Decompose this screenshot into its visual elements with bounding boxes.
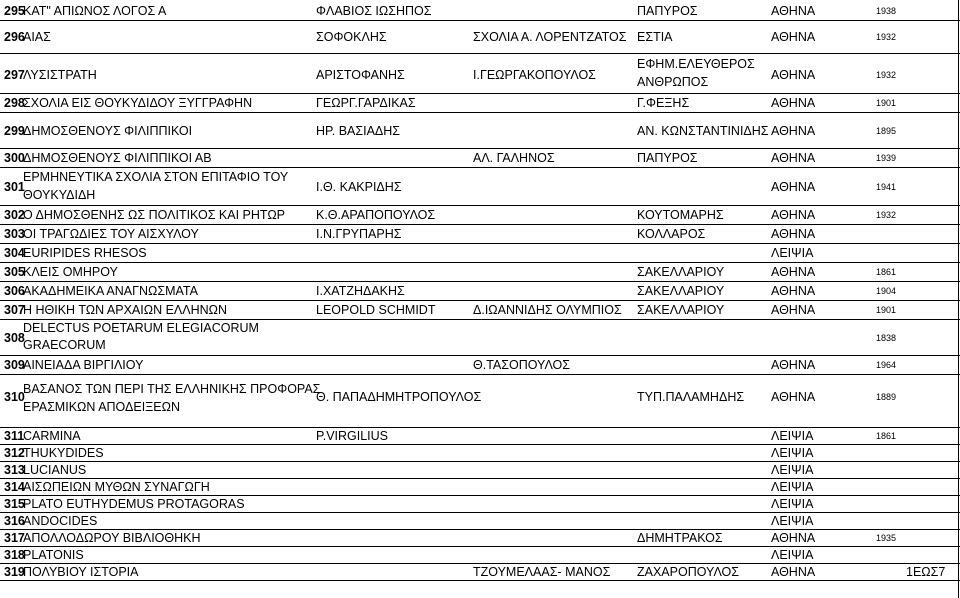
row-publisher: ΤΥΠ.ΠΑΛΑΜΗΔΗΣ	[637, 390, 745, 404]
row-number: 316	[4, 514, 25, 528]
row-city: ΛΕΙΨΙΑ	[771, 463, 814, 477]
row-city: ΑΘΗΝΑ	[771, 180, 816, 194]
row-number: 317	[4, 531, 25, 545]
row-author: Ι.Ν.ΓΡΥΠΑΡΗΣ	[316, 227, 402, 241]
row-city: ΑΘΗΝΑ	[771, 565, 816, 579]
row-publisher: ΣΑΚΕΛΛΑΡΙΟΥ	[637, 284, 725, 298]
row-city: ΛΕΙΨΙΑ	[771, 246, 814, 260]
table-row	[0, 168, 960, 206]
table-row	[0, 301, 960, 320]
row-title: ΑΠΟΛΛΟΔΩΡΟΥ ΒΙΒΛΙΟΘΗΚΗ	[23, 531, 201, 545]
row-city: ΑΘΗΝΑ	[771, 227, 816, 241]
row-year: 1939	[876, 153, 897, 163]
row-year: 1838	[876, 333, 897, 343]
row-title: CARMINA	[23, 429, 81, 443]
table-row	[0, 113, 960, 149]
row-author: Ι.ΧΑΤΖΗΔΑΚΗΣ	[316, 284, 405, 298]
row-author: Ι.Θ. ΚΑΚΡΙΔΗΣ	[316, 180, 402, 194]
row-title: Ο ΔΗΜΟΣΘΕΝΗΣ ΩΣ ΠΟΛΙΤΙΚΟΣ ΚΑΙ ΡΗΤΩΡ	[23, 208, 286, 222]
row-number: 309	[4, 358, 25, 372]
table-row	[0, 282, 960, 301]
row-city: ΑΘΗΝΑ	[771, 358, 816, 372]
row-year: 1901	[876, 98, 897, 108]
row-year: 1904	[876, 286, 897, 296]
row-city: ΛΕΙΨΙΑ	[771, 497, 814, 511]
table-row	[0, 54, 960, 94]
row-title-line1: ΒΑΣΑΝΟΣ ΤΩΝ ΠΕΡΙ ΤΗΣ ΕΛΛΗΝΙΚΗΣ ΠΡΟΦΟΡΑΣ	[23, 382, 321, 396]
row-title: ΣΧΟΛΙΑ ΕΙΣ ΘΟΥΚΥΔΙΔΟΥ ΞΥΓΓΡΑΦΗΝ	[23, 96, 253, 110]
row-number: 302	[4, 208, 25, 222]
row-author: LEOPOLD SCHMIDT	[316, 303, 436, 317]
table-row	[0, 21, 960, 54]
row-year: 1932	[876, 70, 897, 80]
row-city: ΑΘΗΝΑ	[771, 68, 816, 82]
row-city: ΑΘΗΝΑ	[771, 531, 816, 545]
row-publisher: ΚΟΥΤΟΜΑΡΗΣ	[637, 208, 724, 222]
row-author: ΦΛΑΒΙΟΣ ΙΩΣΗΠΟΣ	[316, 4, 432, 18]
row-number: 319	[4, 565, 25, 579]
row-number: 297	[4, 68, 25, 82]
table-row	[0, 94, 960, 113]
row-number: 298	[4, 96, 25, 110]
row-city: ΛΕΙΨΙΑ	[771, 429, 814, 443]
row-year: 1901	[876, 305, 897, 315]
row-publisher: ΖΑΧΑΡΟΠΟΥΛΟΣ	[637, 565, 740, 579]
row-title-line2: GRAECORUM	[23, 338, 106, 352]
row-number: 303	[4, 227, 25, 241]
row-number: 315	[4, 497, 25, 511]
row-author: ΑΡΙΣΤΟΦΑΝΗΣ	[316, 68, 405, 82]
row-editor: ΑΛ. ΓΑΛΗΝΟΣ	[473, 151, 555, 165]
row-author: ΓΕΩΡΓ.ΓΑΡΔΙΚΑΣ	[316, 96, 416, 110]
table-row	[0, 0, 960, 21]
row-title: Η ΗΘΙΚΗ ΤΩΝ ΑΡΧΑΙΩΝ ΕΛΛΗΝΩΝ	[23, 303, 228, 317]
row-year: 1861	[876, 431, 897, 441]
row-city: ΛΕΙΨΙΑ	[771, 480, 814, 494]
row-year: 1964	[876, 360, 897, 370]
row-year: 1935	[876, 533, 897, 543]
row-city: ΑΘΗΝΑ	[771, 208, 816, 222]
row-title: LUCIANUS	[23, 463, 87, 477]
row-author: ΗΡ. ΒΑΣΙΑΔΗΣ	[316, 124, 401, 138]
row-publisher: ΣΑΚΕΛΛΑΡΙΟΥ	[637, 265, 725, 279]
row-publisher: ΔΗΜΗΤΡΑΚΟΣ	[637, 531, 723, 545]
row-publisher-line2: ΑΝΘΡΩΠΟΣ	[637, 75, 709, 89]
row-title-line2: ΕΡΑΣΜΙΚΩΝ ΑΠΟΔΕΙΞΕΩΝ	[23, 400, 181, 414]
row-title: ΟΙ ΤΡΑΓΩΔΙΕΣ ΤΟΥ ΑΙΣΧΥΛΟΥ	[23, 227, 199, 241]
table-row	[0, 375, 960, 428]
row-number: 306	[4, 284, 25, 298]
row-number: 307	[4, 303, 25, 317]
table-row	[0, 513, 960, 530]
table-row	[0, 479, 960, 496]
row-editor: Δ.ΙΩΑΝΝΙΔΗΣ ΟΛΥΜΠΙΟΣ	[473, 303, 622, 317]
row-publisher-line1: ΕΦΗΜ.ΕΛΕΥΘΕΡΟΣ	[637, 57, 755, 71]
row-publisher: ΚΟΛΛΑΡΟΣ	[637, 227, 706, 241]
row-editor: ΤΖΟΥΜΕΛΑΑΣ- ΜΑΝΟΣ	[473, 565, 611, 579]
row-author: P.VIRGILIUS	[316, 429, 389, 443]
row-city: ΛΕΙΨΙΑ	[771, 548, 814, 562]
row-title: ΚΛΕΙΣ ΟΜΗΡΟΥ	[23, 265, 118, 279]
row-editor: Ι.ΓΕΩΡΓΑΚΟΠΟΥΛΟΣ	[473, 68, 596, 82]
row-year: 1895	[876, 126, 897, 136]
row-number: 310	[4, 390, 25, 404]
row-title: ΑΚΑΔΗΜΕΙΚΑ ΑΝΑΓΝΩΣΜΑΤΑ	[23, 284, 198, 298]
row-author: Κ.Θ.ΑΡΑΠΟΠΟΥΛΟΣ	[316, 208, 436, 222]
row-publisher: ΠΑΠΥΡΟΣ	[637, 151, 698, 165]
table-row	[0, 530, 960, 547]
row-publisher: ΕΣΤΙΑ	[637, 30, 673, 44]
row-publisher: ΑΝ. ΚΩΝΣΤΑΝΤΙΝΙΔΗΣ	[637, 124, 769, 138]
row-city: ΑΘΗΝΑ	[771, 390, 816, 404]
row-number: 300	[4, 151, 25, 165]
row-city: ΑΘΗΝΑ	[771, 30, 816, 44]
row-number: 295	[4, 4, 25, 18]
row-number: 299	[4, 124, 25, 138]
row-title: ΑΙΝΕΙΑΔΑ ΒΙΡΓΙΛΙΟΥ	[23, 358, 144, 372]
table-row	[0, 445, 960, 462]
row-title: ΑΙΣΩΠΕΙΩΝ ΜΥΘΩΝ ΣΥΝΑΓΩΓΗ	[23, 480, 210, 494]
table-row	[0, 206, 960, 225]
row-editor: ΣΧΟΛΙΑ Α. ΛΟΡΕΝΤΖΑΤΟΣ	[473, 30, 627, 44]
row-city: ΑΘΗΝΑ	[771, 265, 816, 279]
row-publisher: ΠΑΠΥΡΟΣ	[637, 4, 698, 18]
row-title-line1: ΕΡΜΗΝΕΥΤΙΚΑ ΣΧΟΛΙΑ ΣΤΟΝ ΕΠΙΤΑΦΙΟ ΤΟΥ	[23, 170, 289, 184]
row-number: 301	[4, 180, 25, 194]
row-number: 311	[4, 429, 25, 443]
row-year: 1938	[876, 6, 897, 16]
row-title: PLATO EUTHYDEMUS PROTAGORAS	[23, 497, 245, 511]
row-title: ΚΑΤ" ΑΠΙΩΝΟΣ ΛΟΓΟΣ Α	[23, 4, 167, 18]
table-row	[0, 462, 960, 479]
row-editor: Θ.ΤΑΣΟΠΟΥΛΟΣ	[473, 358, 570, 372]
row-city: ΑΘΗΝΑ	[771, 303, 816, 317]
row-year: 1889	[876, 392, 897, 402]
row-year: 1932	[876, 210, 897, 220]
row-number: 312	[4, 446, 25, 460]
table-row	[0, 496, 960, 513]
row-city: ΑΘΗΝΑ	[771, 124, 816, 138]
row-city: ΑΘΗΝΑ	[771, 284, 816, 298]
row-city: ΑΘΗΝΑ	[771, 151, 816, 165]
row-publisher: ΣΑΚΕΛΛΑΡΙΟΥ	[637, 303, 725, 317]
row-note: 1ΕΩΣ7	[906, 565, 946, 579]
row-number: 308	[4, 331, 25, 345]
row-city: ΛΕΙΨΙΑ	[771, 446, 814, 460]
row-author: Θ. ΠΑΠΑΔΗΜΗΤΡΟΠΟΥΛΟΣ	[316, 390, 482, 404]
row-title: ΑΙΑΣ	[23, 30, 51, 44]
row-number: 318	[4, 548, 25, 562]
row-title: ΔΗΜΟΣΘΕΝΟΥΣ ΦΙΛΙΠΠΙΚΟΙ ΑΒ	[23, 151, 212, 165]
row-title: ANDOCIDES	[23, 514, 98, 528]
table-row	[0, 263, 960, 282]
row-title-line2: ΘΟΥΚΥΔΙΔΗ	[23, 188, 96, 202]
row-title: THUKYDIDES	[23, 446, 104, 460]
row-year: 1932	[876, 32, 897, 42]
table-row	[0, 547, 960, 564]
row-title: EURIPIDES RHESOS	[23, 246, 147, 260]
table-row	[0, 320, 960, 356]
row-number: 313	[4, 463, 25, 477]
row-city: ΛΕΙΨΙΑ	[771, 514, 814, 528]
row-number: 304	[4, 246, 25, 260]
row-year: 1941	[876, 182, 897, 192]
table-row	[0, 564, 960, 581]
row-title-line1: DELECTUS POETARUM ELEGIACORUM	[23, 321, 259, 335]
row-year: 1861	[876, 267, 897, 277]
table-row	[0, 428, 960, 445]
table-row	[0, 149, 960, 168]
row-number: 314	[4, 480, 25, 494]
row-number: 296	[4, 30, 25, 44]
row-title: ΠΟΛΥΒΙΟΥ ΙΣΤΟΡΙΑ	[23, 565, 139, 579]
row-publisher: Γ.ΦΕΞΗΣ	[637, 96, 690, 110]
table-row	[0, 356, 960, 375]
row-number: 305	[4, 265, 25, 279]
row-title: ΛΥΣΙΣΤΡΑΤΗ	[23, 68, 97, 82]
row-city: ΑΘΗΝΑ	[771, 4, 816, 18]
row-title: ΔΗΜΟΣΘΕΝΟΥΣ ΦΙΛΙΠΠΙΚΟΙ	[23, 124, 193, 138]
row-title: PLATONIS	[23, 548, 84, 562]
row-author: ΣΟΦΟΚΛΗΣ	[316, 30, 387, 44]
table-row	[0, 225, 960, 244]
row-city: ΑΘΗΝΑ	[771, 96, 816, 110]
table-row	[0, 244, 960, 263]
